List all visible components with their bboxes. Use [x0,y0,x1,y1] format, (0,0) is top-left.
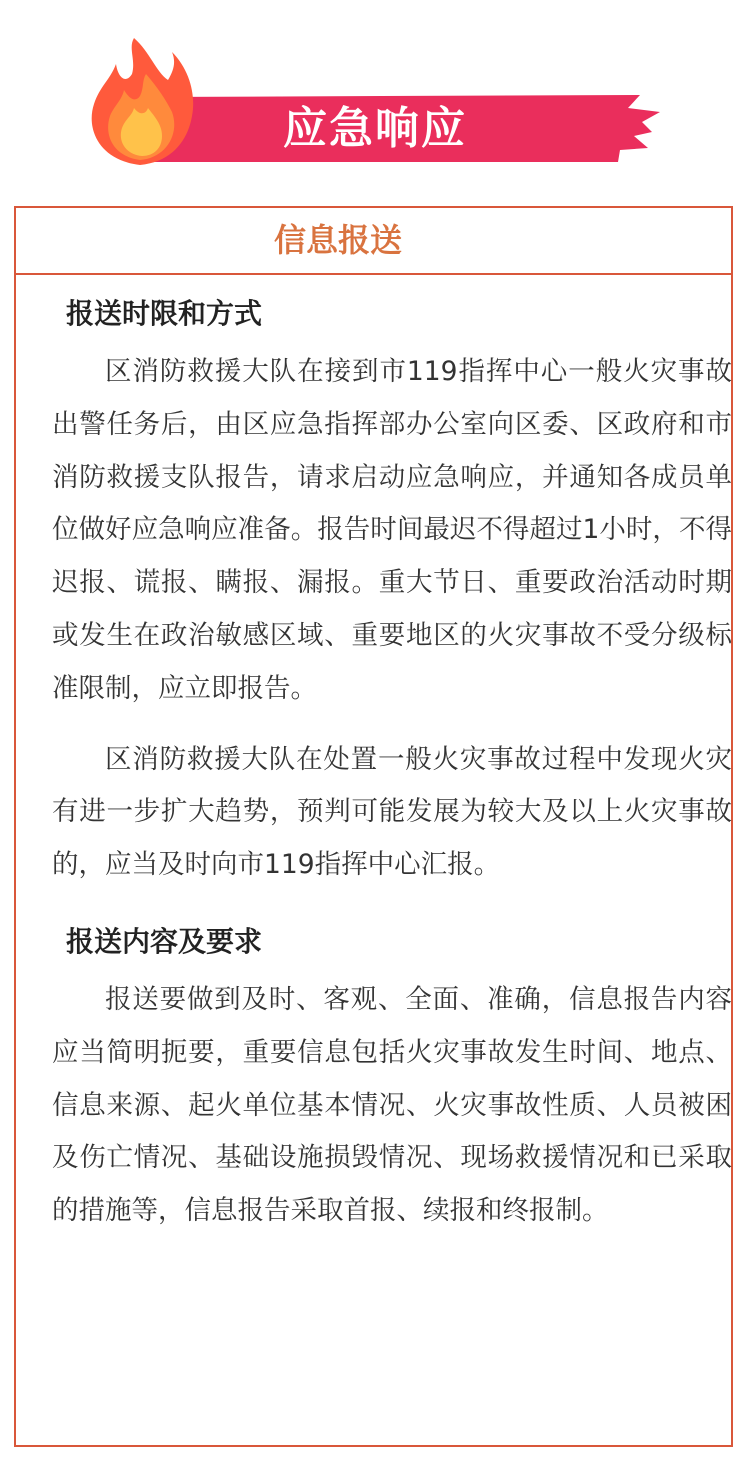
paragraph: 区消防救援大队在处置一般火灾事故过程中发现火灾有进一步扩大趋势，预判可能发展为较大及以上火灾事故的，应当及时向市119指挥中心汇报。 [52,743,732,881]
section-heading: 报送时限和方式 [66,297,263,330]
info-panel [14,206,733,1447]
panel-content [52,294,732,1238]
banner-title: 应急响应 [283,103,467,154]
panel-header [16,208,731,275]
header-banner [0,0,750,200]
section-heading: 报送内容及要求 [66,924,263,958]
paragraph: 区消防救援大队在接到市119指挥中心一般火灾事故出警任务后，由区应急指挥部办公室向区委、区政府和市消防救援支队报告，请求启动应急响应，并通知各成员单位做好应急响应准备。报告时间最迟不得超过1小时，不得迟报、谎报、瞒报、漏报。重大节日、重要政治活动时期或发生在政治敏感区域、重要地区的火灾事故不受分级标准限制，应立即报告。 [52,356,732,704]
paragraph: 报送要做到及时、客观、全面、准确，信息报告内容应当简明扼要，重要信息包括火灾事故发生时间、地点、信息来源、起火单位基本情况、火灾事故性质、人员被困及伤亡情况、基础设施损毁情况、现场救援情况和已采取的措施等，信息报告采取首报、续报和终报制。 [52,983,732,1227]
panel-title: 信息报送 [273,221,402,259]
